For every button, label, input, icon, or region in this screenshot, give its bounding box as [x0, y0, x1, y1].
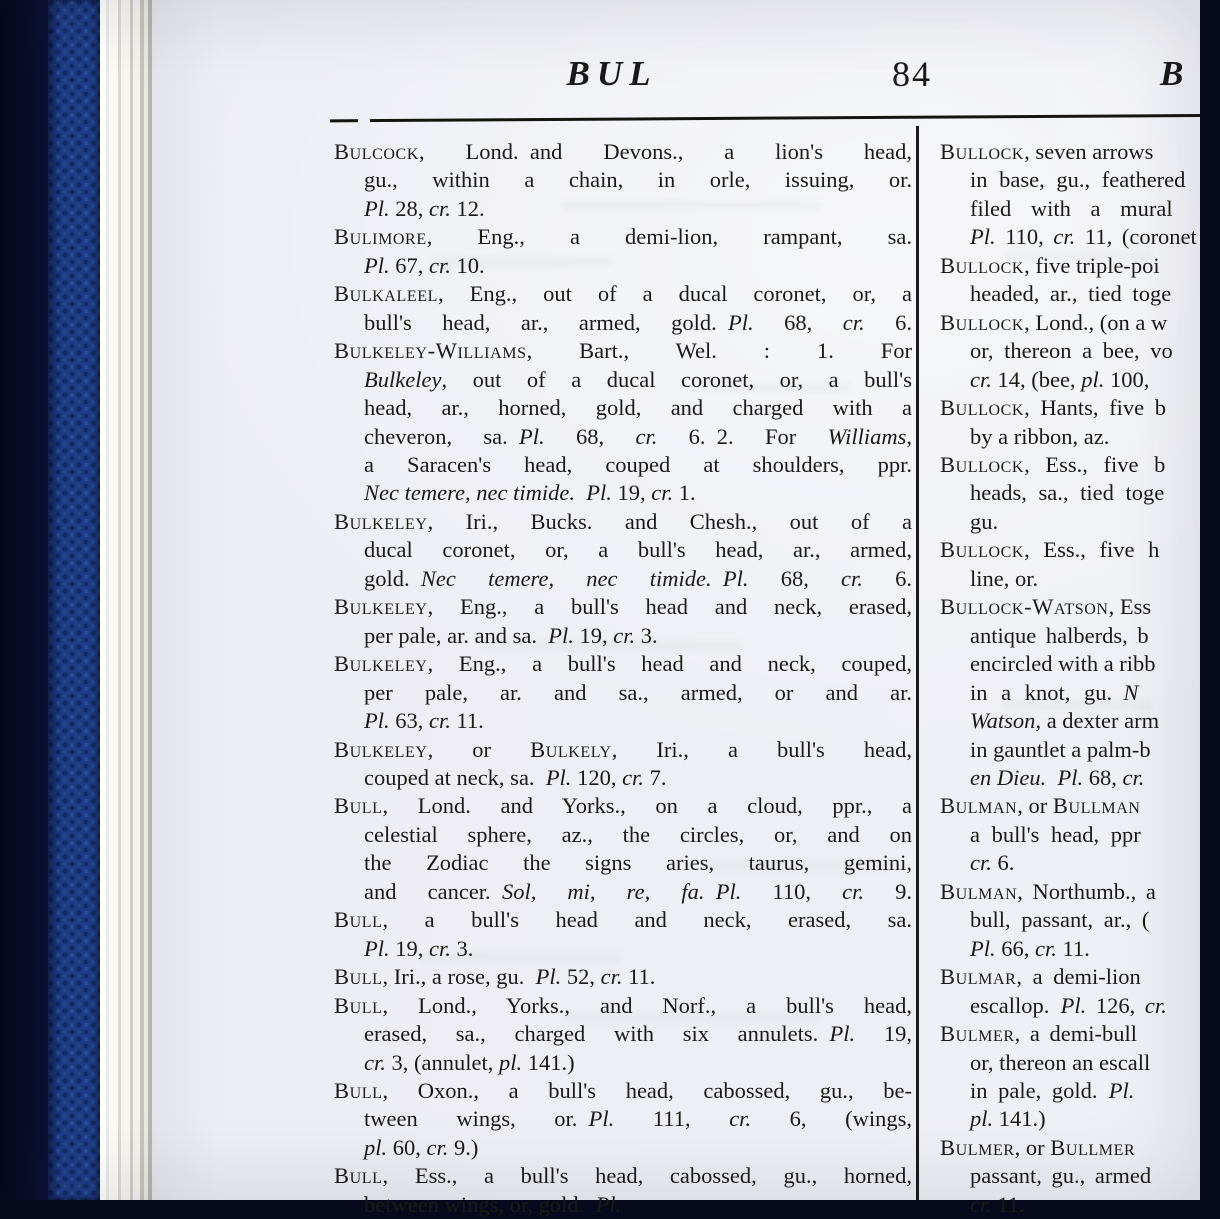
text-line: encircled with a ribb [970, 651, 1156, 677]
text-line: Bullock, Ess., five h [940, 537, 1160, 563]
text-line: bull, passant, ar., ( [970, 907, 1150, 933]
crest-entry [940, 963, 1202, 1020]
text-line: Bulimore, Eng., a demi-lion, rampant, sa. [334, 224, 912, 250]
text-line: Bulmer, a demi-bull [940, 1021, 1137, 1047]
crest-entry [940, 792, 1202, 877]
text-line: headed, ar., tied toge [970, 281, 1172, 307]
text-line: Bull, Ess., a bull's head, cabossed, gu., horned, [334, 1163, 912, 1189]
text-line: line, or. [970, 565, 1039, 591]
right-column [940, 138, 1202, 1219]
running-head-opposite-partial: B [1160, 54, 1184, 93]
text-line: per pale, ar. and sa., armed, or and ar. [364, 679, 912, 705]
text-line: Bull, Oxon., a bull's head, cabossed, gu., be- [334, 1077, 912, 1103]
text-line: gold. Nec temere, nec timide. Pl. 68, cr. 6. [364, 565, 913, 591]
crest-entry [334, 736, 912, 793]
text-line: by a ribbon, az. [970, 423, 1110, 449]
text-line: pl. 141.) [970, 1106, 1046, 1132]
crest-entry [334, 508, 912, 593]
text-line: ducal coronet, or, a bull's head, ar., armed, [364, 537, 912, 563]
text-line: Bulkeley, Iri., Bucks. and Chesh., out of a [334, 508, 912, 534]
crest-entry [334, 280, 912, 337]
text-line: cheveron, sa. Pl. 68, cr. 6. 2. For Williams, [364, 423, 912, 449]
text-line: or, thereon an escall [970, 1049, 1151, 1075]
text-line: escallop. Pl. 126, cr. [970, 992, 1167, 1018]
crest-entry [940, 309, 1202, 394]
text-line: Bullock, Lond., (on a w [940, 309, 1168, 335]
crest-entry [334, 1077, 912, 1162]
crest-entry [334, 1162, 912, 1219]
text-line: in gauntlet a palm-b [970, 736, 1151, 762]
text-line: Bull, Iri., a rose, gu. Pl. 52, cr. 11. [334, 964, 656, 990]
page-number: 84 [892, 54, 932, 94]
crest-entry [940, 451, 1202, 536]
text-line: Bulkaleel, Eng., out of a ducal coronet, or, a [334, 281, 912, 307]
text-line: head, ar., horned, gold, and charged with a [364, 395, 912, 421]
text-line: Bullock, Hants, five b [940, 395, 1166, 421]
text-line: Bull, Lond. and Yorks., on a cloud, ppr., a [334, 793, 912, 819]
crest-entry [940, 1020, 1202, 1134]
text-line: Bullock, five triple-poi [940, 252, 1160, 278]
text-line: erased, sa., charged with six annulets. Pl. 19, [364, 1021, 912, 1047]
text-line: cr. 11. [970, 1191, 1025, 1217]
text-line: Bulman, or Bullman [940, 793, 1141, 819]
text-line: Bulman, Northumb., a [940, 878, 1156, 904]
left-column [334, 138, 912, 1219]
crest-entry [940, 593, 1202, 792]
column-divider-rule [916, 126, 919, 1200]
text-line: Bullock, seven arrows [940, 139, 1154, 164]
text-line: filed with a mural [970, 195, 1173, 221]
text-line: gu. [970, 508, 999, 534]
text-line: Pl. 110, cr. 11, (coronet [970, 224, 1197, 250]
text-line: in a knot, gu. N [970, 679, 1139, 705]
text-line: Bulkeley-Williams, Bart., Wel. : 1. For [334, 338, 912, 364]
text-line: cr. 6. [970, 850, 1015, 876]
text-line: or, thereon a bee, vo [970, 338, 1173, 364]
crest-entry [334, 650, 912, 735]
text-line: Bulkeley, or Bulkely, Iri., a bull's head, [334, 736, 912, 762]
text-line: antique halberds, b [970, 622, 1149, 648]
crest-entry [940, 878, 1202, 963]
text-line: in base, gu., feathered [970, 167, 1186, 193]
text-line: per pale, ar. and sa. Pl. 19, cr. 3. [364, 622, 658, 648]
crest-entry [334, 138, 912, 223]
text-line: Pl. 19, cr. 3. [364, 935, 474, 961]
crest-entry [940, 252, 1202, 309]
text-line: a bull's head, ppr [970, 821, 1141, 847]
page-edge-stack [100, 0, 152, 1200]
text-line: Nec temere, nec timide. Pl. 19, cr. 1. [364, 480, 696, 506]
text-line: Pl. 63, cr. 11. [364, 708, 484, 734]
text-line: celestial sphere, az., the circles, or, and on [364, 821, 912, 847]
text-line: cr. 3, (annulet, pl. 141.) [364, 1049, 575, 1075]
text-line: en Dieu. Pl. 68, cr. [970, 764, 1145, 790]
text-line: Bulkeley, Eng., a bull's head and neck, couped, [334, 651, 912, 677]
crest-entry [334, 337, 912, 508]
crest-entry [940, 394, 1202, 451]
crest-entry [940, 138, 1202, 252]
crest-entry [334, 906, 912, 963]
crest-entry [334, 992, 912, 1077]
running-head-section: BUL [566, 54, 658, 93]
text-line: bull's head, ar., armed, gold. Pl. 68, cr. 6. [364, 309, 912, 335]
text-line: Bullock, Ess., five b [940, 451, 1166, 477]
text-line: pl. 60, cr. 9.) [364, 1134, 479, 1160]
text-line: Bulcock, Lond. and Devons., a lion's head, [334, 139, 912, 164]
text-line: Bulkeley, Eng., a bull's head and neck, erased, [334, 594, 912, 620]
text-line: in pale, gold. Pl. [970, 1077, 1135, 1103]
header-rule [330, 114, 1200, 122]
text-line: Bulmer, or Bullmer [940, 1134, 1136, 1160]
crest-entry [334, 792, 912, 906]
book-cover-cloth [48, 0, 100, 1200]
text-line: couped at neck, sa. Pl. 120, cr. 7. [364, 764, 667, 790]
crest-entry [940, 1134, 1202, 1219]
text-line: and cancer. Sol, mi, re, fa. Pl. 110, cr. 9. [364, 878, 912, 904]
text-line: Pl. 67, cr. 10. [364, 252, 485, 278]
crest-entry [334, 223, 912, 280]
text-line: Bullock-Watson, Ess [940, 594, 1152, 620]
text-line: tween wings, or. Pl. 111, cr. 6, (wings, [364, 1106, 912, 1132]
text-line: between wings, or, gold. Pl. [364, 1191, 622, 1217]
text-line: heads, sa., tied toge [970, 480, 1165, 506]
book-cover-shadow [0, 0, 48, 1200]
crest-entry [334, 593, 912, 650]
text-line: the Zodiac the signs aries, taurus, gemini, [364, 850, 912, 876]
text-line: Bull, a bull's head and neck, erased, sa. [334, 907, 912, 933]
book-page [152, 0, 1200, 1217]
crest-entry [940, 536, 1202, 593]
text-line: cr. 14, (bee, pl. 100, [970, 366, 1150, 392]
text-line: Watson, a dexter arm [970, 708, 1160, 734]
text-line: Bulkeley, out of a ducal coronet, or, a bull's [364, 366, 912, 392]
text-line: Pl. 66, cr. 11. [970, 935, 1090, 961]
text-line: a Saracen's head, couped at shoulders, ppr. [364, 451, 912, 477]
crest-entry [334, 963, 912, 991]
text-line: Bull, Lond., Yorks., and Norf., a bull's head, [334, 992, 912, 1018]
text-line: Bulmar, a demi-lion [940, 964, 1141, 990]
text-line: passant, gu., armed [970, 1163, 1152, 1189]
text-line: Pl. 28, cr. 12. [364, 195, 485, 221]
text-line: gu., within a chain, in orle, issuing, or. [364, 167, 912, 193]
